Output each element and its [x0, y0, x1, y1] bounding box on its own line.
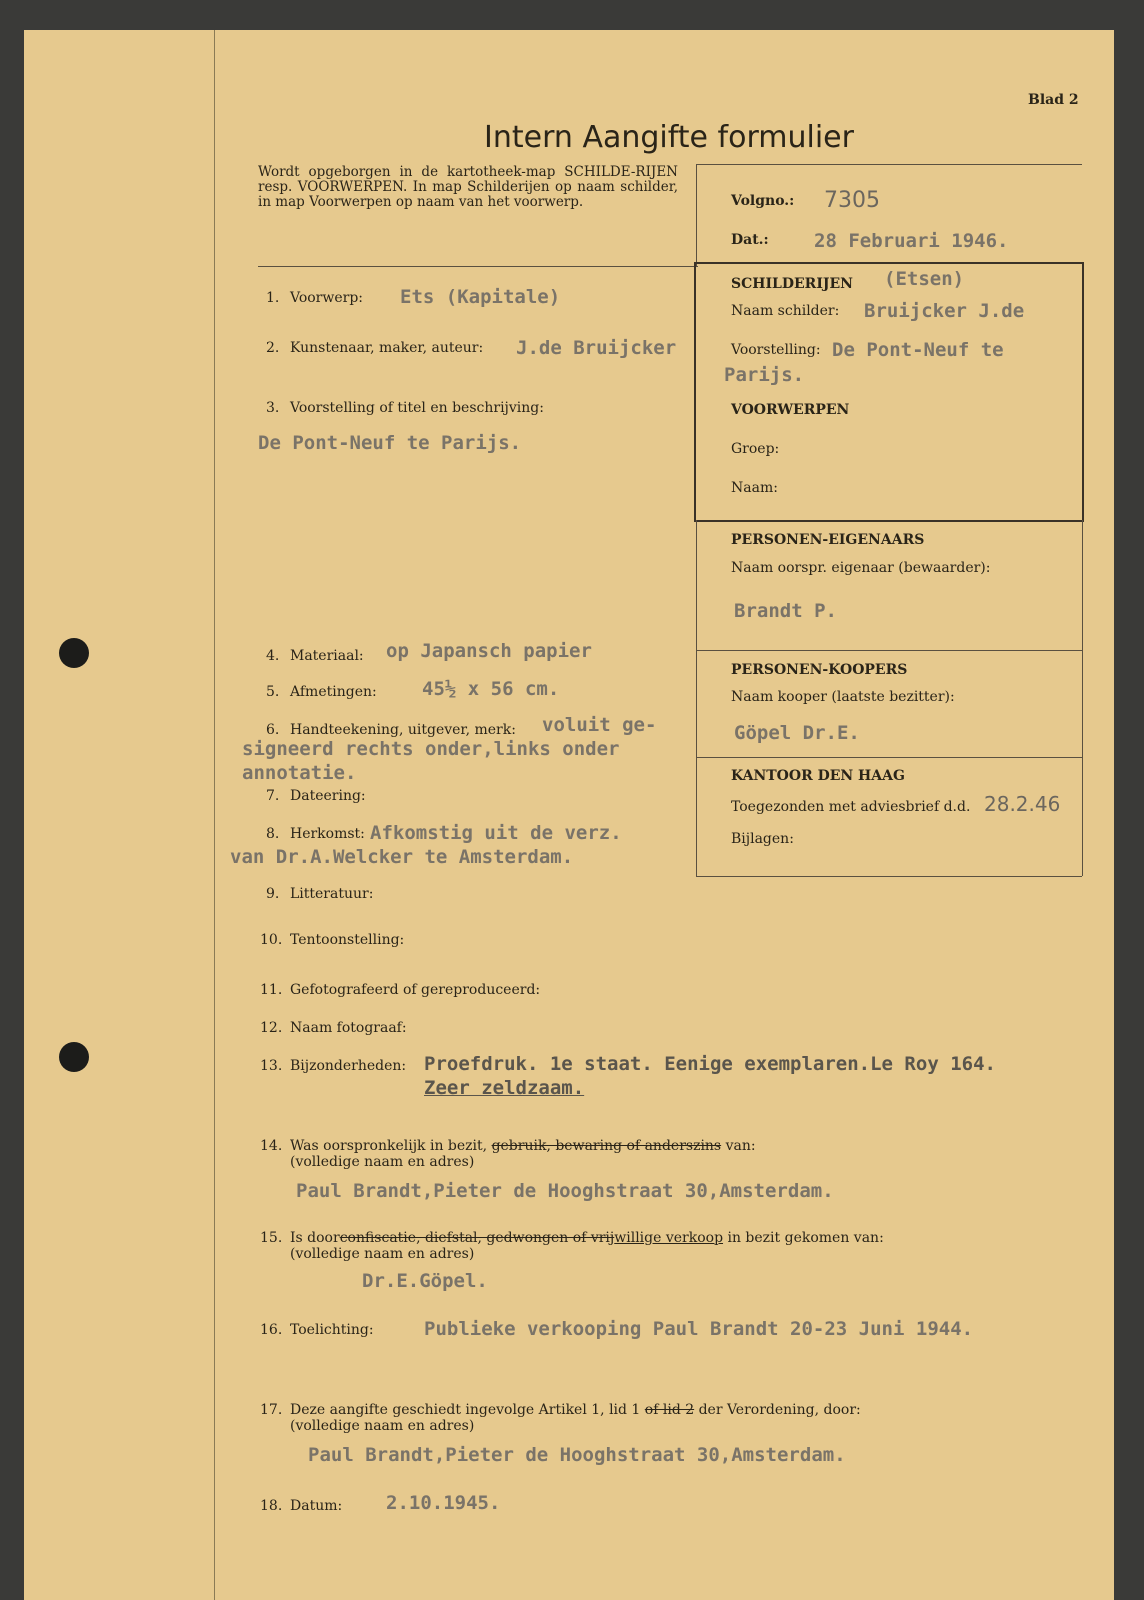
- field-3-number: 3.: [266, 400, 280, 416]
- field-8-label: Herkomst:: [290, 826, 365, 842]
- field-15-label-b: in bezit gekomen van:: [727, 1230, 884, 1246]
- field-4-value: op Japansch papier: [386, 640, 592, 662]
- field-5-number: 5.: [266, 684, 280, 700]
- field-17-label-struck: of lid 2: [644, 1402, 695, 1418]
- eigenaar-value: Brandt P.: [734, 600, 837, 622]
- voorwerpen-label: VOORWERPEN: [731, 402, 850, 418]
- field-15-value: Dr.E.Göpel.: [362, 1270, 488, 1292]
- field-16-label: Toelichting:: [290, 1322, 374, 1338]
- field-15-label-struck: confiscatie, diefstal, gedwongen of vrij: [339, 1230, 615, 1246]
- field-14-sub: (volledige naam en adres): [290, 1154, 475, 1170]
- naam-schilder-value: Bruijcker J.de: [864, 300, 1025, 322]
- field-7-number: 7.: [266, 788, 280, 804]
- field-17-label: [290, 1402, 861, 1418]
- eigenaar-label: Naam oorspr. eigenaar (bewaarder):: [731, 560, 991, 576]
- toegezonden-value: 28.2.46: [984, 792, 1061, 816]
- margin-line: [214, 30, 215, 1600]
- koopers-bottom-line: [696, 757, 1082, 758]
- field-3-value: De Pont-Neuf te Parijs.: [258, 432, 522, 454]
- field-8-value-2: van Dr.A.Welcker te Amsterdam.: [230, 846, 574, 868]
- voorstelling-value-1: De Pont-Neuf te: [832, 339, 1004, 361]
- sheet-number: Blad 2: [1028, 92, 1079, 108]
- naam-label: Naam:: [731, 480, 778, 496]
- eigenaars-bottom-line: [696, 650, 1082, 651]
- field-6-value-1: voluit ge-: [542, 714, 657, 736]
- field-17-label-b: der Verordening, door:: [698, 1402, 861, 1418]
- field-11-label: Gefotografeerd of gereproduceerd:: [290, 982, 541, 998]
- header-left-line: [696, 164, 697, 266]
- eigenaars-label: PERSONEN-EIGENAARS: [731, 532, 925, 548]
- field-12-label: Naam fotograaf:: [290, 1020, 407, 1036]
- field-10-label: Tentoonstelling:: [290, 932, 405, 948]
- field-14-label-b: van:: [725, 1138, 756, 1154]
- left-divider-line: [258, 266, 698, 267]
- form-sheet: [24, 30, 1114, 1600]
- punch-hole-top: [59, 638, 89, 668]
- field-16-number: 16.: [260, 1322, 283, 1338]
- field-11-number: 11.: [260, 982, 283, 998]
- volgno-value: 7305: [824, 188, 880, 213]
- field-15-sub: (volledige naam en adres): [290, 1246, 475, 1262]
- field-6-value-3: annotatie.: [242, 762, 357, 784]
- koopers-label: PERSONEN-KOOPERS: [731, 662, 908, 678]
- field-2-value: J.de Bruijcker: [516, 337, 677, 359]
- field-10-number: 10.: [260, 932, 283, 948]
- kantoor-bottom-line: [696, 876, 1082, 877]
- field-18-value: 2.10.1945.: [386, 1492, 501, 1514]
- field-8-number: 8.: [266, 826, 280, 842]
- field-17-sub: (volledige naam en adres): [290, 1418, 475, 1434]
- field-14-label: [290, 1138, 756, 1154]
- voorstelling-label: Voorstelling:: [731, 342, 821, 358]
- volgno-label: Volgno.:: [731, 193, 795, 209]
- voorstelling-value-2: Parijs.: [724, 364, 805, 386]
- right-boxes-right-line: [1082, 520, 1083, 876]
- field-2-label: Kunstenaar, maker, auteur:: [290, 340, 484, 356]
- dat-label: Dat.:: [731, 232, 769, 248]
- field-13-value-1: Proefdruk. 1e staat. Eenige exemplaren.Le Roy 164.: [424, 1053, 996, 1075]
- form-title: Intern Aangifte formulier: [484, 120, 854, 155]
- punch-hole-bottom: [59, 1042, 89, 1072]
- field-16-value: Publieke verkooping Paul Brandt 20-23 Juni 1944.: [424, 1318, 974, 1340]
- field-18-label: Datum:: [290, 1498, 343, 1514]
- header-top-line: [696, 164, 1082, 165]
- schilderijen-note: (Etsen): [884, 268, 965, 290]
- dat-value: 28 Februari 1946.: [814, 230, 1009, 252]
- field-9-label: Litteratuur:: [290, 886, 374, 902]
- kooper-label: Naam kooper (laatste bezitter):: [731, 689, 955, 705]
- field-13-value-2: Zeer zeldzaam.: [424, 1077, 585, 1099]
- field-15-label-under: willige verkoop: [614, 1230, 724, 1246]
- field-13-label: Bijzonderheden:: [290, 1058, 407, 1074]
- schilderijen-label: SCHILDERIJEN: [731, 276, 853, 292]
- field-17-number: 17.: [260, 1402, 283, 1418]
- field-14-label-struck: gebruik, bewaring of anderszins: [491, 1138, 722, 1154]
- field-17-label-a: Deze aangifte geschiedt ingevolge Artikel 1, lid 1: [290, 1402, 641, 1418]
- kooper-value: Göpel Dr.E.: [734, 722, 860, 744]
- field-3-label: Voorstelling of titel en beschrijving:: [290, 400, 544, 416]
- field-17-value: Paul Brandt,Pieter de Hooghstraat 30,Amsterdam.: [308, 1444, 846, 1466]
- field-7-label: Dateering:: [290, 788, 366, 804]
- groep-label: Groep:: [731, 441, 780, 457]
- field-15-number: 15.: [260, 1230, 283, 1246]
- field-14-value: Paul Brandt,Pieter de Hooghstraat 30,Amsterdam.: [296, 1180, 834, 1202]
- field-8-value-1: Afkomstig uit de verz.: [370, 822, 622, 844]
- field-5-value: 45½ x 56 cm.: [422, 678, 560, 700]
- naam-schilder-label: Naam schilder:: [731, 303, 840, 319]
- field-15-label: [290, 1230, 884, 1246]
- field-15-label-a: Is door: [290, 1230, 340, 1246]
- field-6-number: 6.: [266, 722, 280, 738]
- field-18-number: 18.: [260, 1498, 283, 1514]
- field-13-number: 13.: [260, 1058, 283, 1074]
- field-4-number: 4.: [266, 648, 280, 664]
- field-14-number: 14.: [260, 1138, 283, 1154]
- field-4-label: Materiaal:: [290, 648, 364, 664]
- field-1-number: 1.: [266, 290, 280, 306]
- field-14-label-a: Was oorspronkelijk in bezit,: [290, 1138, 488, 1154]
- intro-text: Wordt opgeborgen in de kartotheek-map SCHILDE-RIJEN resp. VOORWERPEN. In map Schilderijen op naam schilder, in map Voorwerpen op naam van het voorwerp.: [258, 164, 678, 210]
- field-5-label: Afmetingen:: [290, 684, 377, 700]
- right-boxes-left-line: [696, 520, 697, 876]
- field-1-label: Voorwerp:: [290, 290, 364, 306]
- field-9-number: 9.: [266, 886, 280, 902]
- field-1-value: Ets (Kapitale): [400, 286, 561, 308]
- field-12-number: 12.: [260, 1020, 283, 1036]
- field-6-label: Handteekening, uitgever, merk:: [290, 722, 516, 738]
- field-6-value-2: signeerd rechts onder,links onder: [242, 738, 620, 760]
- toegezonden-label: Toegezonden met adviesbrief d.d.: [731, 799, 971, 815]
- field-2-number: 2.: [266, 340, 280, 356]
- kantoor-label: KANTOOR DEN HAAG: [731, 768, 905, 784]
- bijlagen-label: Bijlagen:: [731, 831, 794, 847]
